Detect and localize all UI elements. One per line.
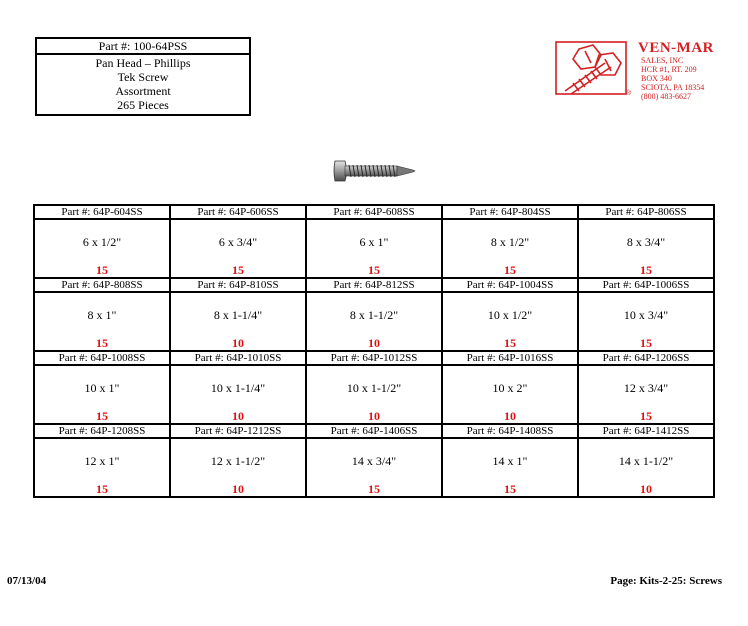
part-number: Part #: 64P-1412SS — [578, 424, 714, 438]
screw-image — [333, 156, 417, 186]
registered-mark: ® — [626, 90, 632, 97]
screw-size: 10 x 1-1/2" — [346, 381, 402, 396]
part-number: Part #: 64P-1016SS — [442, 351, 578, 365]
logo-title: VEN-MAR — [638, 40, 714, 56]
screw-size: 10 x 3/4" — [623, 308, 669, 323]
part-number: Part #: 64P-1008SS — [34, 351, 170, 365]
screw-size: 10 x 1-1/4" — [210, 381, 266, 396]
part-number: Part #: 64P-806SS — [578, 205, 714, 219]
kit-description-line: 265 Pieces — [117, 98, 169, 112]
logo-address-line: SCIOTA, PA 18354 — [641, 83, 705, 92]
kit-description-line: Pan Head – Phillips — [95, 56, 191, 70]
part-number: Part #: 64P-1012SS — [306, 351, 442, 365]
part-number: Part #: 64P-1208SS — [34, 424, 170, 438]
screw-size: 8 x 3/4" — [626, 235, 666, 250]
size-row — [34, 219, 714, 278]
part-cell — [306, 219, 442, 278]
part-cell — [442, 219, 578, 278]
quantity: 15 — [368, 482, 380, 497]
part-number: Part #: 64P-1004SS — [442, 278, 578, 292]
part-cell — [170, 438, 306, 497]
screw-size: 10 x 2" — [492, 381, 528, 396]
logo-address-line: HCR #1, RT. 209 — [641, 65, 697, 74]
size-row — [34, 438, 714, 497]
quantity: 10 — [232, 336, 244, 351]
quantity: 15 — [96, 263, 108, 278]
footer-date: 07/13/04 — [7, 575, 47, 587]
screw-size: 10 x 1" — [84, 381, 120, 396]
footer-page: Page: Kits-2-25: Screws — [610, 575, 722, 587]
part-number: Part #: 64P-804SS — [442, 205, 578, 219]
company-logo — [555, 40, 735, 101]
kit-description-line: Assortment — [115, 84, 171, 98]
part-cell — [34, 292, 170, 351]
quantity: 15 — [640, 263, 652, 278]
part-cell — [578, 292, 714, 351]
quantity: 15 — [96, 482, 108, 497]
quantity: 15 — [640, 409, 652, 424]
screw-size: 12 x 3/4" — [623, 381, 669, 396]
screw-size: 8 x 1-1/4" — [213, 308, 263, 323]
part-cell — [306, 292, 442, 351]
kit-info-box — [35, 37, 251, 116]
part-cell — [34, 365, 170, 424]
screw-size: 8 x 1/2" — [490, 235, 530, 250]
part-cell — [170, 292, 306, 351]
part-number-row — [34, 424, 714, 438]
bolt-logo-icon — [555, 41, 635, 97]
part-cell — [442, 438, 578, 497]
part-number: Part #: 64P-1010SS — [170, 351, 306, 365]
part-number-row — [34, 278, 714, 292]
logo-address-line: SALES, INC — [641, 56, 684, 65]
part-number: Part #: 64P-810SS — [170, 278, 306, 292]
quantity: 10 — [232, 482, 244, 497]
part-cell — [578, 365, 714, 424]
part-cell — [578, 438, 714, 497]
part-number: Part #: 64P-1212SS — [170, 424, 306, 438]
quantity: 15 — [232, 263, 244, 278]
quantity: 10 — [232, 409, 244, 424]
part-cell — [442, 292, 578, 351]
screw-size: 12 x 1-1/2" — [210, 454, 266, 469]
part-cell — [578, 219, 714, 278]
part-number: Part #: 64P-1006SS — [578, 278, 714, 292]
quantity: 15 — [504, 336, 516, 351]
screw-size: 6 x 1" — [359, 235, 389, 250]
screw-size: 14 x 1-1/2" — [618, 454, 674, 469]
screw-size: 14 x 1" — [492, 454, 528, 469]
parts-grid — [33, 204, 715, 498]
quantity: 10 — [504, 409, 516, 424]
screw-size: 12 x 1" — [84, 454, 120, 469]
part-number: Part #: 64P-812SS — [306, 278, 442, 292]
part-number: Part #: 64P-1406SS — [306, 424, 442, 438]
part-number: Part #: 64P-1408SS — [442, 424, 578, 438]
quantity: 15 — [96, 409, 108, 424]
screw-size: 6 x 1/2" — [82, 235, 122, 250]
part-number-row — [34, 351, 714, 365]
logo-text — [638, 41, 714, 101]
kit-description — [37, 55, 249, 114]
part-cell — [170, 365, 306, 424]
part-cell — [170, 219, 306, 278]
part-number: Part #: 64P-604SS — [34, 205, 170, 219]
screw-size: 6 x 3/4" — [218, 235, 258, 250]
logo-phone: (800) 483-6627 — [641, 92, 691, 101]
size-row — [34, 365, 714, 424]
part-number: Part #: 64P-808SS — [34, 278, 170, 292]
part-number: Part #: 64P-606SS — [170, 205, 306, 219]
quantity: 15 — [368, 263, 380, 278]
quantity: 15 — [504, 482, 516, 497]
part-number: Part #: 64P-608SS — [306, 205, 442, 219]
part-cell — [306, 438, 442, 497]
screw-size: 10 x 1/2" — [487, 308, 533, 323]
part-cell — [34, 438, 170, 497]
quantity: 10 — [640, 482, 652, 497]
part-cell — [442, 365, 578, 424]
part-cell — [306, 365, 442, 424]
part-number-row — [34, 205, 714, 219]
part-cell — [34, 219, 170, 278]
kit-description-line: Tek Screw — [117, 70, 169, 84]
screw-size: 8 x 1" — [87, 308, 117, 323]
screw-size: 14 x 3/4" — [351, 454, 397, 469]
part-number: Part #: 64P-1206SS — [578, 351, 714, 365]
quantity: 15 — [504, 263, 516, 278]
kit-part-number: Part #: 100-64PSS — [37, 39, 249, 55]
logo-address-line: BOX 340 — [641, 74, 672, 83]
quantity: 10 — [368, 409, 380, 424]
screw-size: 8 x 1-1/2" — [349, 308, 399, 323]
quantity: 10 — [368, 336, 380, 351]
size-row — [34, 292, 714, 351]
quantity: 15 — [96, 336, 108, 351]
quantity: 15 — [640, 336, 652, 351]
